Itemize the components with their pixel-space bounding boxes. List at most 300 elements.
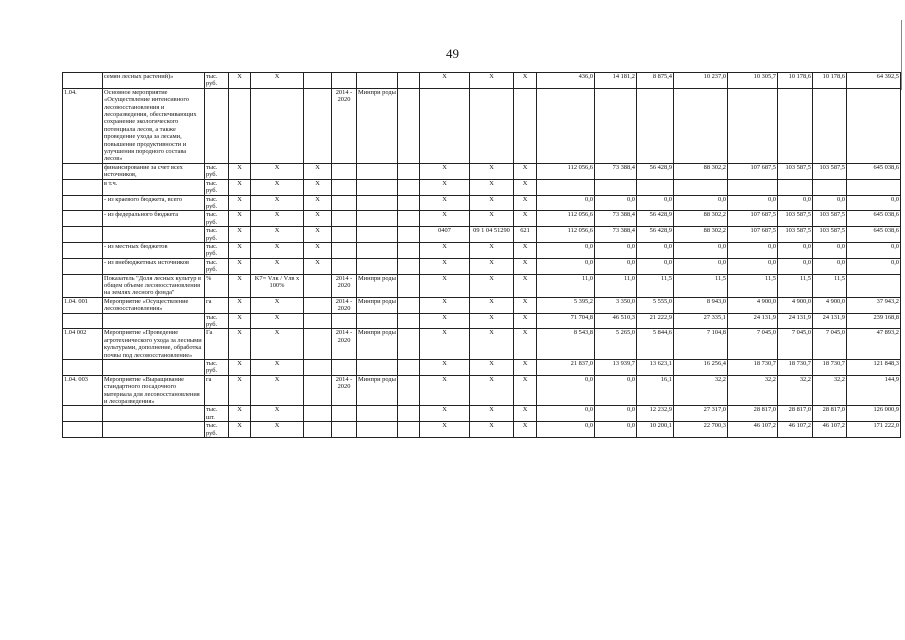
table-cell-csr: X — [514, 242, 537, 258]
table-cell-id — [63, 422, 103, 438]
table-cell-total: 0,0 — [847, 258, 901, 274]
table-cell-c3: X — [304, 163, 332, 179]
table-row — [63, 163, 901, 179]
table-cell-v5: 0,0 — [728, 258, 778, 274]
table-row — [63, 375, 901, 406]
table-cell-v7: 103 587,5 — [813, 163, 847, 179]
table-cell-v6 — [778, 179, 813, 195]
table-cell-c3 — [304, 313, 332, 329]
table-cell-c2: X — [251, 227, 304, 243]
table-cell-v4: 88 302,2 — [674, 227, 728, 243]
table-row — [63, 258, 901, 274]
table-cell-unit: тыс. руб. — [205, 73, 229, 89]
table-cell-years: 2014 - 2020 — [332, 274, 357, 297]
table-row — [63, 422, 901, 438]
table-cell-v3: 56 428,9 — [637, 227, 674, 243]
table-cell-v3: 21 222,9 — [637, 313, 674, 329]
table-cell-years — [332, 242, 357, 258]
table-cell-blank — [398, 258, 420, 274]
table-cell-v1: 0,0 — [537, 422, 595, 438]
table-cell-v7: 0,0 — [813, 242, 847, 258]
table-cell-c1: X — [229, 313, 251, 329]
table-cell-grbs: X — [420, 163, 470, 179]
table-cell-c1: X — [229, 195, 251, 211]
table-cell-c1: X — [229, 360, 251, 376]
table-cell-total: 645 038,6 — [847, 211, 901, 227]
table-cell-unit: тыс. руб. — [205, 242, 229, 258]
table-cell-v2: 0,0 — [595, 258, 637, 274]
table-cell-v3 — [637, 179, 674, 195]
table-cell-c2: X — [251, 73, 304, 89]
table-cell-unit: га — [205, 375, 229, 406]
table-cell-v5: 18 730,7 — [728, 360, 778, 376]
table-cell-blank — [398, 422, 420, 438]
table-row — [63, 227, 901, 243]
table-cell-blank — [398, 195, 420, 211]
table-cell-csr: X — [514, 274, 537, 297]
table-cell-name: в т.ч. — [103, 179, 205, 195]
table-cell-v4: 0,0 — [674, 195, 728, 211]
table-cell-total: 0,0 — [847, 195, 901, 211]
table-cell-unit: тыс. руб. — [205, 313, 229, 329]
table-cell-total: 121 848,3 — [847, 360, 901, 376]
table-cell-c2: X — [251, 329, 304, 360]
table-cell-id — [63, 195, 103, 211]
table-cell-v3: 56 428,9 — [637, 163, 674, 179]
table-cell-v4: 32,2 — [674, 375, 728, 406]
table-cell-exec — [357, 360, 398, 376]
table-cell-rz: X — [470, 297, 514, 313]
table-cell-name: - из федерального бюджета — [103, 211, 205, 227]
table-cell-total: 645 038,6 — [847, 163, 901, 179]
table-cell-grbs — [420, 88, 470, 163]
table-cell-unit: тыс. шт. — [205, 406, 229, 422]
table-cell-v1 — [537, 88, 595, 163]
table-cell-id — [63, 242, 103, 258]
table-cell-exec — [357, 179, 398, 195]
table-cell-unit: тыс. руб. — [205, 179, 229, 195]
table-cell-c3: X — [304, 227, 332, 243]
table-cell-exec — [357, 422, 398, 438]
table-cell-v1: 112 056,6 — [537, 163, 595, 179]
table-row — [63, 242, 901, 258]
table-cell-exec: Минпри роды — [357, 375, 398, 406]
table-row — [63, 313, 901, 329]
table-cell-exec — [357, 406, 398, 422]
table-cell-rz: X — [470, 211, 514, 227]
table-cell-id: 1.04 002 — [63, 329, 103, 360]
table-cell-blank — [398, 313, 420, 329]
table-cell-v6: 103 587,5 — [778, 227, 813, 243]
table-cell-exec: Минпри роды — [357, 297, 398, 313]
table-cell-c2: X — [251, 313, 304, 329]
table-cell-v1: 0,0 — [537, 195, 595, 211]
table-cell-rz: X — [470, 163, 514, 179]
table-cell-id: 1.04. 003 — [63, 375, 103, 406]
table-cell-v5: 0,0 — [728, 242, 778, 258]
table-cell-id — [63, 258, 103, 274]
table-cell-v6: 24 131,9 — [778, 313, 813, 329]
table-cell-v1: 112 056,6 — [537, 227, 595, 243]
table-cell-blank — [398, 179, 420, 195]
table-cell-v5: 0,0 — [728, 195, 778, 211]
table-cell-v1: 0,0 — [537, 375, 595, 406]
table-cell-v5 — [728, 88, 778, 163]
table-cell-v7: 10 178,6 — [813, 73, 847, 89]
table-cell-grbs: X — [420, 329, 470, 360]
table-cell-grbs: X — [420, 313, 470, 329]
table-cell-v4: 8 943,0 — [674, 297, 728, 313]
table-cell-total: 47 893,2 — [847, 329, 901, 360]
table-cell-blank — [398, 211, 420, 227]
table-cell-v3: 11,5 — [637, 274, 674, 297]
table-cell-v5: 46 107,2 — [728, 422, 778, 438]
table-cell-v6: 32,2 — [778, 375, 813, 406]
table-cell-exec: Минпри роды — [357, 329, 398, 360]
table-cell-grbs: 0407 — [420, 227, 470, 243]
table-row — [63, 73, 901, 89]
table-cell-exec — [357, 227, 398, 243]
table-cell-v1: 0,0 — [537, 258, 595, 274]
table-cell-unit: тыс. руб. — [205, 163, 229, 179]
table-cell-unit: га — [205, 297, 229, 313]
table-cell-rz: X — [470, 375, 514, 406]
table-cell-v5: 107 687,5 — [728, 163, 778, 179]
table-cell-v1: 11,0 — [537, 274, 595, 297]
table-cell-rz: X — [470, 242, 514, 258]
table-cell-csr: X — [514, 329, 537, 360]
table-cell-unit: тыс. руб. — [205, 258, 229, 274]
table-cell-v5: 4 900,0 — [728, 297, 778, 313]
table-cell-c1: X — [229, 179, 251, 195]
table-cell-rz: X — [470, 179, 514, 195]
table-cell-blank — [398, 242, 420, 258]
table-cell-c2: X — [251, 258, 304, 274]
table-cell-unit: тыс. руб. — [205, 422, 229, 438]
table-cell-v2: 14 181,2 — [595, 73, 637, 89]
table-cell-grbs: X — [420, 274, 470, 297]
table-cell-c3 — [304, 329, 332, 360]
table-cell-v3: 56 428,9 — [637, 211, 674, 227]
table-cell-csr: X — [514, 211, 537, 227]
table-cell-c1: X — [229, 329, 251, 360]
table-cell-name — [103, 406, 205, 422]
table-cell-v1: 436,0 — [537, 73, 595, 89]
table-cell-v3: 8 875,4 — [637, 73, 674, 89]
table-cell-name: Мероприятие «Проведение агротехнического ухода за лесными культурами, дополнение, обработка почвы под лесовосстановление» — [103, 329, 205, 360]
table-cell-c2: K7= Vлк / Vлв x 100% — [251, 274, 304, 297]
table-cell-years — [332, 313, 357, 329]
table-row — [63, 211, 901, 227]
table-cell-v4: 16 256,4 — [674, 360, 728, 376]
table-cell-csr: X — [514, 258, 537, 274]
table-cell-v6: 0,0 — [778, 242, 813, 258]
table-cell-years — [332, 422, 357, 438]
table-cell-csr: X — [514, 360, 537, 376]
table-cell-c3 — [304, 297, 332, 313]
table-row — [63, 274, 901, 297]
table-cell-v3: 5 555,0 — [637, 297, 674, 313]
table-cell-c2: X — [251, 360, 304, 376]
table-cell-c2: X — [251, 242, 304, 258]
table-cell-blank — [398, 274, 420, 297]
table-cell-v5: 10 305,7 — [728, 73, 778, 89]
table-cell-csr: X — [514, 422, 537, 438]
table-cell-c2: X — [251, 163, 304, 179]
table-cell-rz: X — [470, 329, 514, 360]
table-row — [63, 406, 901, 422]
table-cell-v5: 7 045,0 — [728, 329, 778, 360]
table-cell-v4: 27 317,0 — [674, 406, 728, 422]
table-cell-name: - из местных бюджетов — [103, 242, 205, 258]
table-cell-v4: 88 302,2 — [674, 211, 728, 227]
table-cell-total: 0,0 — [847, 242, 901, 258]
table-cell-exec: Минпри роды — [357, 274, 398, 297]
table-cell-grbs: X — [420, 375, 470, 406]
table-cell-id — [63, 227, 103, 243]
table-cell-v2: 0,0 — [595, 242, 637, 258]
table-cell-c3 — [304, 88, 332, 163]
table-cell-c2: X — [251, 297, 304, 313]
table-cell-rz: X — [470, 73, 514, 89]
table-cell-v3: 5 844,6 — [637, 329, 674, 360]
table-cell-total: 171 222,0 — [847, 422, 901, 438]
table-cell-v1: 21 837,0 — [537, 360, 595, 376]
table-cell-grbs: X — [420, 195, 470, 211]
table-cell-v3: 10 200,1 — [637, 422, 674, 438]
table-cell-unit: тыс. руб. — [205, 227, 229, 243]
table-cell-v7: 18 730,7 — [813, 360, 847, 376]
table-cell-total: 144,9 — [847, 375, 901, 406]
table-cell-v3: 13 623,1 — [637, 360, 674, 376]
table-cell-v6: 7 045,0 — [778, 329, 813, 360]
table-cell-v2: 0,0 — [595, 422, 637, 438]
table-cell-name — [103, 422, 205, 438]
table-cell-grbs: X — [420, 422, 470, 438]
table-cell-v1 — [537, 179, 595, 195]
table-cell-years — [332, 227, 357, 243]
table-cell-years — [332, 406, 357, 422]
table-cell-v2 — [595, 88, 637, 163]
table-cell-years — [332, 258, 357, 274]
table-cell-v6: 0,0 — [778, 195, 813, 211]
table-cell-c2: X — [251, 375, 304, 406]
table-cell-v4: 11,5 — [674, 274, 728, 297]
table-cell-exec — [357, 242, 398, 258]
table-cell-years: 2014 - 2020 — [332, 375, 357, 406]
table-cell-name: Мероприятие «Выращивание стандартного посадочного материала для лесовосстановления и лесоразведения» — [103, 375, 205, 406]
table-cell-v7: 7 045,0 — [813, 329, 847, 360]
table-cell-rz: X — [470, 360, 514, 376]
table-cell-blank — [398, 406, 420, 422]
table-cell-v4: 27 335,1 — [674, 313, 728, 329]
table-cell-v2: 73 388,4 — [595, 163, 637, 179]
table-cell-id — [63, 73, 103, 89]
table-cell-v1: 112 056,6 — [537, 211, 595, 227]
table-cell-c3 — [304, 422, 332, 438]
table-cell-v1: 8 543,8 — [537, 329, 595, 360]
table-cell-grbs: X — [420, 297, 470, 313]
table-cell-unit — [205, 88, 229, 163]
table-cell-c1: X — [229, 258, 251, 274]
table-cell-v2: 5 265,0 — [595, 329, 637, 360]
table-cell-v6: 18 730,7 — [778, 360, 813, 376]
table-cell-blank — [398, 375, 420, 406]
table-cell-c2: X — [251, 422, 304, 438]
table-cell-grbs: X — [420, 242, 470, 258]
table-row — [63, 88, 901, 163]
table-cell-v2: 3 350,0 — [595, 297, 637, 313]
table-cell-grbs: X — [420, 211, 470, 227]
table-cell-exec — [357, 211, 398, 227]
table-cell-id — [63, 179, 103, 195]
table-cell-rz: X — [470, 258, 514, 274]
table-cell-v2: 0,0 — [595, 375, 637, 406]
table-cell-v3: 16,1 — [637, 375, 674, 406]
table-cell-csr: X — [514, 297, 537, 313]
table-cell-v2: 0,0 — [595, 195, 637, 211]
table-cell-v2: 73 388,4 — [595, 227, 637, 243]
table-cell-years — [332, 73, 357, 89]
table-cell-c1: X — [229, 242, 251, 258]
table-cell-v1: 0,0 — [537, 406, 595, 422]
table-cell-v3: 0,0 — [637, 195, 674, 211]
table-cell-v6: 10 178,6 — [778, 73, 813, 89]
table-cell-total — [847, 179, 901, 195]
table-cell-c3: X — [304, 195, 332, 211]
table-cell-v2: 11,0 — [595, 274, 637, 297]
table-cell-csr: X — [514, 313, 537, 329]
table-cell-v5: 32,2 — [728, 375, 778, 406]
table-cell-name: - из внебюджетных источников — [103, 258, 205, 274]
table-cell-c3: X — [304, 211, 332, 227]
table-cell-blank — [398, 227, 420, 243]
table-cell-csr: X — [514, 163, 537, 179]
table-cell-id: 1.04. — [63, 88, 103, 163]
table-cell-c1: X — [229, 227, 251, 243]
table-cell-c2 — [251, 88, 304, 163]
table-cell-c1: X — [229, 297, 251, 313]
table-cell-v6: 28 817,0 — [778, 406, 813, 422]
table-cell-years — [332, 360, 357, 376]
table-cell-v7: 0,0 — [813, 258, 847, 274]
table-cell-v7: 103 587,5 — [813, 211, 847, 227]
table-cell-v7: 46 107,2 — [813, 422, 847, 438]
table-cell-id — [63, 163, 103, 179]
table-cell-years — [332, 211, 357, 227]
table-cell-c3 — [304, 375, 332, 406]
table-cell-rz: 09 1 04 51290 — [470, 227, 514, 243]
table-cell-v6: 0,0 — [778, 258, 813, 274]
table-cell-exec: Минпри роды — [357, 88, 398, 163]
table-row — [63, 329, 901, 360]
table-cell-v4: 10 237,0 — [674, 73, 728, 89]
table-cell-c1: X — [229, 163, 251, 179]
table-cell-v4: 7 104,8 — [674, 329, 728, 360]
table-cell-csr: X — [514, 73, 537, 89]
table-cell-csr: X — [514, 179, 537, 195]
table-cell-id: 1.04. 001 — [63, 297, 103, 313]
table-cell-name: - из краевого бюджета, всего — [103, 195, 205, 211]
table-cell-total — [847, 274, 901, 297]
table-cell-v1: 71 704,8 — [537, 313, 595, 329]
table-cell-name — [103, 360, 205, 376]
table-cell-blank — [398, 88, 420, 163]
table-cell-years — [332, 179, 357, 195]
table-cell-v3: 0,0 — [637, 258, 674, 274]
table-cell-total — [847, 88, 901, 163]
table-cell-years: 2014 - 2020 — [332, 329, 357, 360]
table-cell-years — [332, 195, 357, 211]
table-cell-csr: X — [514, 406, 537, 422]
table-cell-c2: X — [251, 211, 304, 227]
table-cell-c3: X — [304, 179, 332, 195]
table-cell-grbs: X — [420, 360, 470, 376]
table-cell-csr: X — [514, 195, 537, 211]
table-cell-blank — [398, 163, 420, 179]
table-cell-v5: 107 687,5 — [728, 227, 778, 243]
table-cell-v5: 107 687,5 — [728, 211, 778, 227]
table-cell-name: Показатель "Доля лесных культур в общем объеме лесовосстановления на землях лесного фонда" — [103, 274, 205, 297]
table-cell-c3: X — [304, 242, 332, 258]
table-cell-v4 — [674, 179, 728, 195]
table-cell-v7: 0,0 — [813, 195, 847, 211]
table-cell-c1: X — [229, 406, 251, 422]
table-cell-exec — [357, 195, 398, 211]
table-cell-v7: 32,2 — [813, 375, 847, 406]
table-cell-years: 2014 - 2020 — [332, 297, 357, 313]
table-cell-name — [103, 227, 205, 243]
table-cell-csr: 621 — [514, 227, 537, 243]
table-cell-id — [63, 313, 103, 329]
table-cell-v7: 28 817,0 — [813, 406, 847, 422]
table-cell-grbs: X — [420, 73, 470, 89]
table-cell-name: семян лесных растений)» — [103, 73, 205, 89]
table-cell-v6: 103 587,5 — [778, 211, 813, 227]
table-cell-exec — [357, 258, 398, 274]
table-cell-exec — [357, 73, 398, 89]
table-cell-name: Мероприятие «Осуществление лесовосстановления» — [103, 297, 205, 313]
table-cell-exec — [357, 313, 398, 329]
table-cell-rz: X — [470, 274, 514, 297]
table-cell-years: 2014 - 2020 — [332, 88, 357, 163]
table-cell-total: 64 392,5 — [847, 73, 901, 89]
table-cell-grbs: X — [420, 406, 470, 422]
table-cell-c3 — [304, 360, 332, 376]
table-cell-c1: X — [229, 73, 251, 89]
table-cell-rz — [470, 88, 514, 163]
page-number: 49 — [446, 46, 459, 61]
table-cell-unit: тыс. руб. — [205, 360, 229, 376]
table-cell-c3: X — [304, 258, 332, 274]
table-cell-name: Основное мероприятие «Осуществление интенсивного лесовосстановления и лесоразведения, обеспечивающих сохранение экологического потенциала лесов, а также проведение ухода за лесами, повышение продуктивности и улучшения породного состава лесов» — [103, 88, 205, 163]
table-cell-v4: 0,0 — [674, 258, 728, 274]
table-cell-unit: Га — [205, 329, 229, 360]
table-cell-unit: тыс. руб. — [205, 195, 229, 211]
table-cell-v4: 22 700,3 — [674, 422, 728, 438]
table-cell-v6: 46 107,2 — [778, 422, 813, 438]
table-cell-c1: X — [229, 375, 251, 406]
table-cell-name: финансирование за счет всех источников, — [103, 163, 205, 179]
table-cell-v2: 46 510,3 — [595, 313, 637, 329]
table-cell-total: 37 943,2 — [847, 297, 901, 313]
table-cell-id — [63, 360, 103, 376]
table-cell-id — [63, 211, 103, 227]
table-cell-grbs: X — [420, 179, 470, 195]
table-cell-csr — [514, 88, 537, 163]
table-cell-rz: X — [470, 313, 514, 329]
program-financing-table — [62, 72, 901, 438]
